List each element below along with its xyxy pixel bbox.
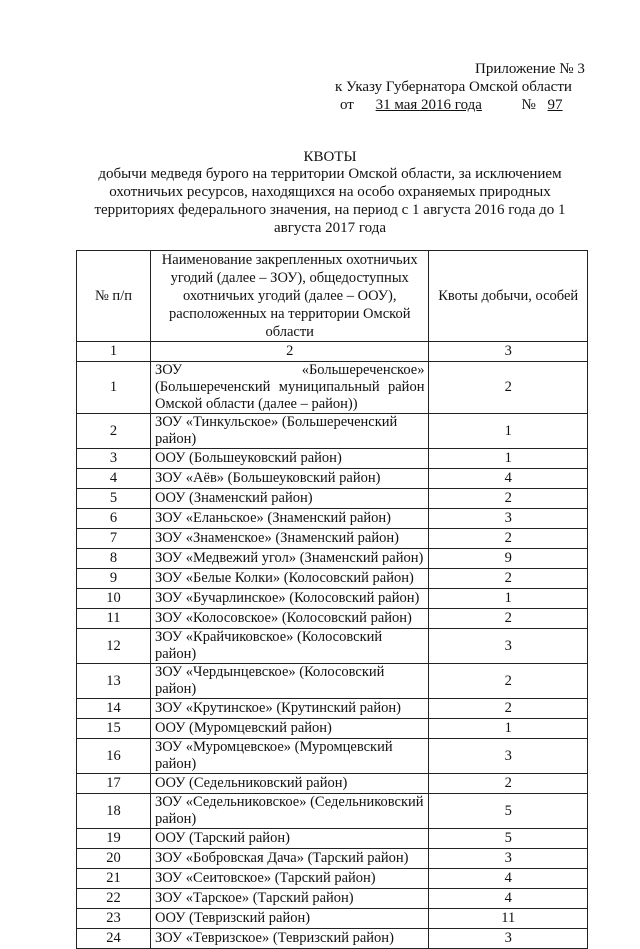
annex-decree-number: 97 bbox=[547, 97, 563, 113]
row-quota-cell: 2 bbox=[429, 699, 588, 719]
row-num-cell: 14 bbox=[77, 699, 151, 719]
row-name-cell: ЗОУ «Колосовское» (Колосовский район) bbox=[150, 609, 429, 629]
annex-date-line bbox=[330, 96, 600, 114]
row-quota-cell: 2 bbox=[429, 664, 588, 699]
header-num: № п/п bbox=[77, 251, 151, 342]
table-row bbox=[77, 529, 588, 549]
table-row bbox=[77, 489, 588, 509]
row-name-cell: ЗОУ «Муромцевское» (Муромцевский район) bbox=[150, 739, 429, 774]
table-row bbox=[77, 549, 588, 569]
table-row bbox=[77, 794, 588, 829]
row-name-cell: ЗОУ «Бобровская Дача» (Тарский район) bbox=[150, 849, 429, 869]
row-name-cell: ЗОУ «Тинкульское» (Большереченский район) bbox=[150, 414, 429, 449]
row-name-cell: ООУ (Знаменский район) bbox=[150, 489, 429, 509]
row-name-cell: ЗОУ «Аёв» (Большеуковский район) bbox=[150, 469, 429, 489]
row-quota-cell: 3 bbox=[429, 849, 588, 869]
row-num-cell: 17 bbox=[77, 774, 151, 794]
row-num-cell: 3 bbox=[77, 449, 151, 469]
header-quota: Квоты добычи, особей bbox=[429, 251, 588, 342]
row-quota-cell: 11 bbox=[429, 909, 588, 929]
row-quota-cell: 3 bbox=[429, 509, 588, 529]
annex-num-label: № bbox=[521, 97, 536, 113]
row-num-cell: 4 bbox=[77, 469, 151, 489]
row-name-cell: ЗОУ «Крутинское» (Крутинский район) bbox=[150, 699, 429, 719]
table-row bbox=[77, 739, 588, 774]
table-row bbox=[77, 889, 588, 909]
row-name-cell: ЗОУ «Большереченское» (Большереченский муниципальный район Омской области (далее – район)) bbox=[150, 362, 429, 414]
table-row bbox=[77, 664, 588, 699]
row-name-cell: ООУ (Седельниковский район) bbox=[150, 774, 429, 794]
table-row bbox=[77, 719, 588, 739]
row-name-cell: ООУ (Большеуковский район) bbox=[150, 449, 429, 469]
annex-date-field bbox=[358, 97, 510, 113]
row-num-cell: 15 bbox=[77, 719, 151, 739]
annex-from-label: от bbox=[340, 97, 354, 113]
table-row bbox=[77, 774, 588, 794]
table-row bbox=[77, 449, 588, 469]
row-num-cell: 22 bbox=[77, 889, 151, 909]
row-num-cell: 18 bbox=[77, 794, 151, 829]
annex-number-field bbox=[540, 97, 577, 113]
row-num-cell: 13 bbox=[77, 664, 151, 699]
row-num-cell: 23 bbox=[77, 909, 151, 929]
document-subtitle: добычи медведя бурого на территории Омской области, за исключением охотничьих ресурсов, находящихся на особо охраняемых природных территориях федерального значения, на период с 1 августа 2016 года до 1 августа 2017 года bbox=[94, 166, 566, 236]
row-name-cell: ЗОУ «Бучарлинское» (Колосовский район) bbox=[150, 589, 429, 609]
row-num-cell: 2 bbox=[77, 414, 151, 449]
row-quota-cell: 5 bbox=[429, 794, 588, 829]
row-quota-cell: 3 bbox=[429, 629, 588, 664]
table-row bbox=[77, 569, 588, 589]
row-num-cell: 9 bbox=[77, 569, 151, 589]
table-body bbox=[77, 362, 588, 949]
row-quota-cell: 3 bbox=[429, 739, 588, 774]
row-name-cell: ООУ (Муромцевский район) bbox=[150, 719, 429, 739]
annex-decree-ref: к Указу Губернатора Омской области bbox=[335, 79, 572, 95]
row-quota-cell: 5 bbox=[429, 829, 588, 849]
table-row bbox=[77, 469, 588, 489]
row-quota-cell: 2 bbox=[429, 609, 588, 629]
row-num-cell: 8 bbox=[77, 549, 151, 569]
row-quota-cell: 4 bbox=[429, 869, 588, 889]
row-quota-cell: 2 bbox=[429, 529, 588, 549]
table-row bbox=[77, 869, 588, 889]
row-quota-cell: 2 bbox=[429, 362, 588, 414]
row-num-cell: 24 bbox=[77, 929, 151, 949]
annex-date: 31 мая 2016 года bbox=[375, 97, 482, 113]
row-num-cell: 16 bbox=[77, 739, 151, 774]
header-name: Наименование закрепленных охотничьих угодий (далее – ЗОУ), общедоступных охотничьих угодий (далее – ООУ), расположенных на территории Омской области bbox=[150, 251, 429, 342]
row-name-cell: ЗОУ «Седельниковское» (Седельниковский район) bbox=[150, 794, 429, 829]
row-quota-cell: 1 bbox=[429, 719, 588, 739]
row-name-cell: ЗОУ «Белые Колки» (Колосовский район) bbox=[150, 569, 429, 589]
row-name-cell: ЗОУ «Еланьское» (Знаменский район) bbox=[150, 509, 429, 529]
row-name-cell: ЗОУ «Крайчиковское» (Колосовский район) bbox=[150, 629, 429, 664]
annex-number: Приложение № 3 bbox=[475, 61, 585, 77]
row-num-cell: 11 bbox=[77, 609, 151, 629]
index-cell-1: 1 bbox=[77, 342, 151, 362]
row-num-cell: 7 bbox=[77, 529, 151, 549]
table-row bbox=[77, 629, 588, 664]
table-row bbox=[77, 829, 588, 849]
table-header-row bbox=[77, 251, 588, 342]
row-num-cell: 10 bbox=[77, 589, 151, 609]
table-row bbox=[77, 699, 588, 719]
row-num-cell: 12 bbox=[77, 629, 151, 664]
table-row bbox=[77, 589, 588, 609]
row-quota-cell: 1 bbox=[429, 589, 588, 609]
index-cell-2: 2 bbox=[150, 342, 429, 362]
row-quota-cell: 2 bbox=[429, 774, 588, 794]
row-quota-cell: 9 bbox=[429, 549, 588, 569]
row-quota-cell: 4 bbox=[429, 889, 588, 909]
row-num-cell: 6 bbox=[77, 509, 151, 529]
table-index-row bbox=[77, 342, 588, 362]
row-num-cell: 1 bbox=[77, 362, 151, 414]
row-quota-cell: 4 bbox=[429, 469, 588, 489]
row-name-cell: ЗОУ «Тарское» (Тарский район) bbox=[150, 889, 429, 909]
row-name-cell: ООУ (Тевризский район) bbox=[150, 909, 429, 929]
row-quota-cell: 1 bbox=[429, 414, 588, 449]
row-num-cell: 5 bbox=[77, 489, 151, 509]
row-name-cell: ЗОУ «Медвежий угол» (Знаменский район) bbox=[150, 549, 429, 569]
row-name-cell: ЗОУ «Знаменское» (Знаменский район) bbox=[150, 529, 429, 549]
table-row bbox=[77, 509, 588, 529]
table-row bbox=[77, 929, 588, 949]
table-row bbox=[77, 609, 588, 629]
row-name-cell: ЗОУ «Чердынцевское» (Колосовский район) bbox=[150, 664, 429, 699]
quota-table bbox=[76, 250, 588, 949]
table-row bbox=[77, 909, 588, 929]
document-title: КВОТЫ bbox=[303, 149, 357, 165]
table-row bbox=[77, 362, 588, 414]
row-name-cell: ООУ (Тарский район) bbox=[150, 829, 429, 849]
table-row bbox=[77, 849, 588, 869]
row-quota-cell: 2 bbox=[429, 569, 588, 589]
row-quota-cell: 1 bbox=[429, 449, 588, 469]
row-num-cell: 21 bbox=[77, 869, 151, 889]
table-row bbox=[77, 414, 588, 449]
row-name-cell: ЗОУ «Тевризское» (Тевризский район) bbox=[150, 929, 429, 949]
row-num-cell: 19 bbox=[77, 829, 151, 849]
annex-block bbox=[330, 60, 600, 114]
row-num-cell: 20 bbox=[77, 849, 151, 869]
index-cell-3: 3 bbox=[429, 342, 588, 362]
row-quota-cell: 3 bbox=[429, 929, 588, 949]
row-name-cell: ЗОУ «Сеитовское» (Тарский район) bbox=[150, 869, 429, 889]
row-quota-cell: 2 bbox=[429, 489, 588, 509]
